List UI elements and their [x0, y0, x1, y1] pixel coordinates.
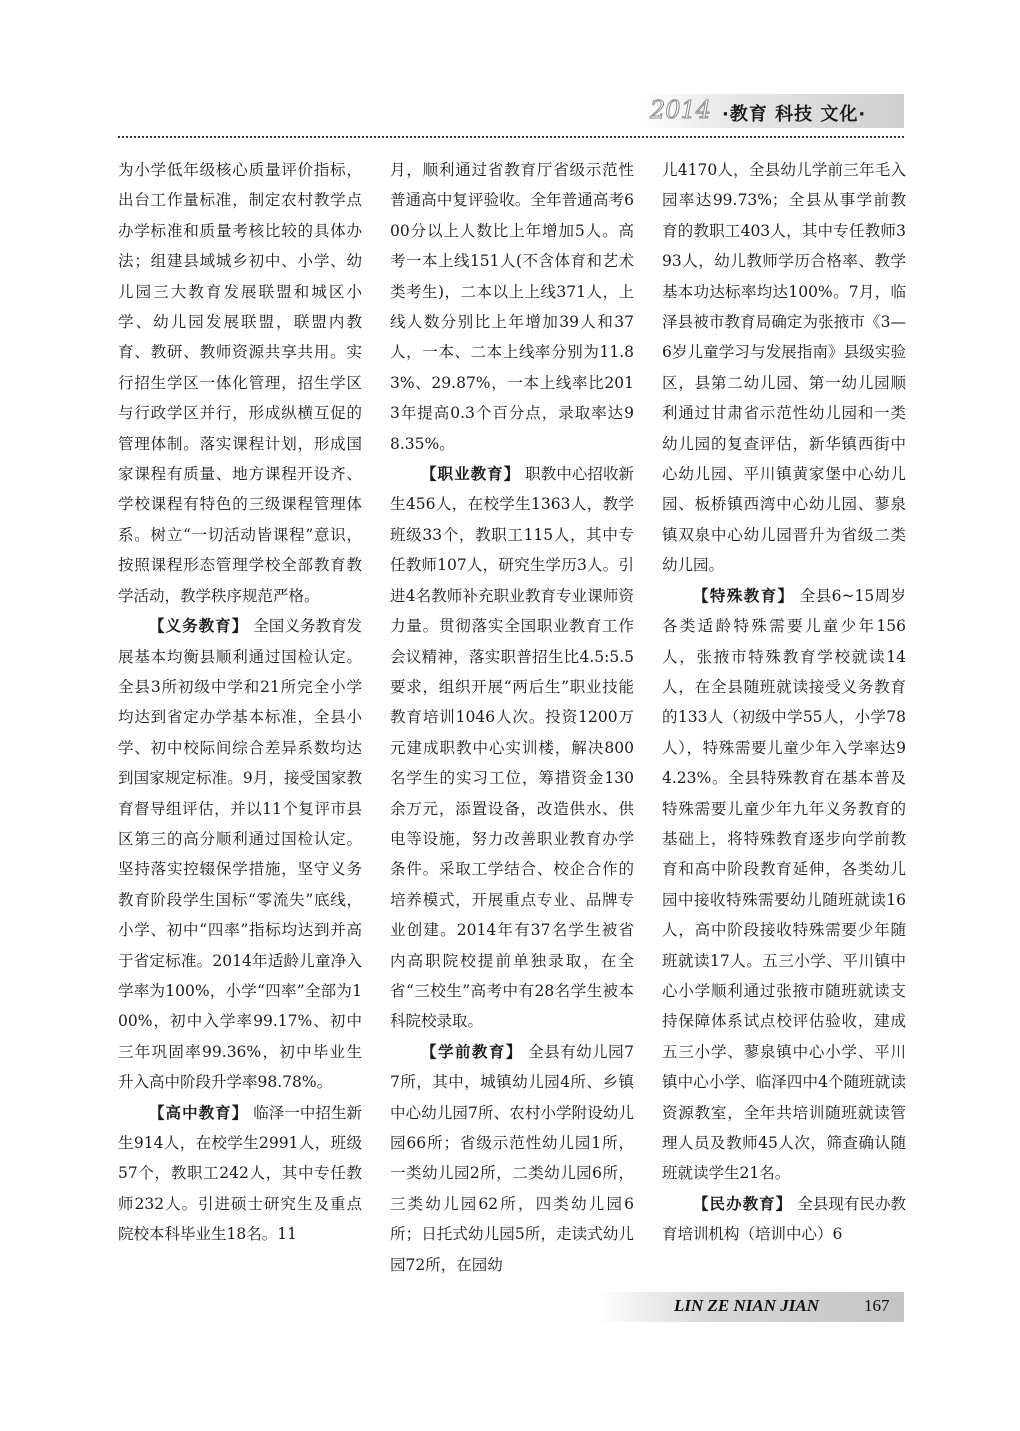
- section-heading: 【学前教育】: [421, 1042, 523, 1061]
- paragraph: [662, 581, 906, 1189]
- header-divider: [118, 136, 904, 138]
- page-number: 167: [864, 1296, 890, 1315]
- paragraph-text: 全县现有民办教育培训机构（培训中心）6: [662, 1194, 906, 1244]
- footer-journal-name: LIN ZE NIAN JIAN: [674, 1296, 819, 1315]
- header-section-title: ·教育 科技 文化·: [722, 104, 867, 125]
- paragraph-text: 全县6~15周岁各类适龄特殊需要儿童少年156人，张掖市特殊教育学校就读14人，在全县随班就读接受义务教育的133人（初级中学55人，小学78人），特殊需要儿童少年入学率达94.23%。全县特殊教育在基本普及特殊需要儿童少年九年义务教育的基础上，将特殊教育逐步向学前教育和高中阶段教育延伸，各类幼儿园中接收特殊需要幼儿随班就读16人，高中阶段接收特殊需要少年随班就读17人。五三小学、平川镇中心小学顺利通过张掖市随班就读支持保障体系试点校评估验收，建成五三小学、蓼泉镇中心小学、平川镇中心小学、临泽四中4个随班就读资源教室，全年共培训随班就读管理人员及教师45人次，筛查确认随班就读学生21名。: [662, 586, 906, 1183]
- section-heading: 【民办教育】: [693, 1194, 793, 1213]
- section-heading: 【职业教育】: [421, 465, 521, 484]
- paragraph-text: 为小学低年级核心质量评价指标，出台工作量标准，制定农村教学点办学标准和质量考核比较的具体办法；组建县域城乡初中、小学、幼儿园三大教育发展联盟和城区小学、幼儿园发展联盟，联盟内教育、教研、教师资源共享共用。实行招生学区一体化管理，招生学区与行政学区并行，形成纵横互促的管理体制。落实课程计划，形成国家课程有质量、地方课程开设齐、学校课程有特色的三级课程管理体系。树立“一切活动皆课程”意识，按照课程形态管理学校全部教育教学活动，教学秩序规范严格。: [118, 161, 362, 605]
- section-heading: 【高中教育】: [149, 1103, 249, 1122]
- text-column-3: [662, 155, 906, 1250]
- paragraph: [118, 1098, 362, 1250]
- paragraph: [118, 155, 362, 611]
- paragraph: [662, 155, 906, 581]
- header-year: 2014: [650, 96, 712, 124]
- paragraph: [390, 1037, 634, 1280]
- text-column-1: [118, 155, 362, 1250]
- section-heading: 【义务教育】: [149, 617, 249, 636]
- paragraph: [662, 1189, 906, 1250]
- text-column-2: [390, 155, 634, 1280]
- paragraph: [390, 155, 634, 459]
- paragraph-text: 职教中心招收新生456人，在校学生1363人，教学班级33个，教职工115人，其中专任教师107人，研究生学历3人。引进4名教师补充职业教育专业课师资力量。贯彻落实全国职业教育工作会议精神，落实职普招生比4.5:5.5要求，组织开展“两后生”职业技能教育培训1046人次。投资1200万元建成职教中心实训楼，解决800名学生的实习工位，筹措资金130余万元，添置设备，改造供水、供电等设施，努力改善职业教育办学条件。采取工学结合、校企合作的培养模式，开展重点专业、品牌专业创建。2014年有37名学生被省内高职院校提前单独录取，在全省“三校生”高考中有28名学生被本科院校录取。: [390, 465, 634, 1031]
- paragraph-text: 儿4170人，全县幼儿学前三年毛入园率达99.73%；全县从事学前教育的教职工403人，其中专任教师393人，幼儿教师学历合格率、教学基本功达标率均达100%。7月，临泽县被市教育局确定为张掖市《3—6岁儿童学习与发展指南》县级实验区，县第二幼儿园、第一幼儿园顺利通过甘肃省示范性幼儿园和一类幼儿园的复查评估，新华镇西街中心幼儿园、平川镇黄家堡中心幼儿园、板桥镇西湾中心幼儿园、蓼泉镇双泉中心幼儿园晋升为省级二类幼儿园。: [662, 161, 906, 575]
- section-heading: 【特殊教育】: [693, 586, 795, 605]
- paragraph: [390, 459, 634, 1037]
- paragraph-text: 临泽一中招生新生914人，在校学生2991人，班级57个，教职工242人，其中专任教师232人。引进硕士研究生及重点院校本科毕业生18名。11: [118, 1103, 362, 1244]
- paragraph: [118, 611, 362, 1098]
- paragraph-text: 月，顺利通过省教育厅省级示范性普通高中复评验收。全年普通高考600分以上人数比上年增加5人。高考一本上线151人(不含体育和艺术类考生)，二本以上上线371人，上线人数分别比上年增加39人和37人，一本、二本上线率分别为11.83%、29.87%，一本上线率比2013年提高0.3个百分点，录取率达98.35%。: [390, 161, 634, 453]
- paragraph-text: 全国义务教育发展基本均衡县顺利通过国检认定。全县3所初级中学和21所完全小学均达到省定办学基本标准，全县小学、初中校际间综合差异系数均达到国家规定标准。9月，接受国家教育督导组评估，并以11个复评市县区第三的高分顺利通过国检认定。坚持落实控辍保学措施，坚守义务教育阶段学生国标“零流失”底线，小学、初中“四率”指标均达到并高于省定标准。2014年适龄儿童净入学率为100%，小学“四率”全部为100%，初中入学率99.17%、初中三年巩固率99.36%，初中毕业生升入高中阶段升学率98.78%。: [118, 617, 362, 1092]
- paragraph-text: 全县有幼儿园77所，其中，城镇幼儿园4所、乡镇中心幼儿园7所、农村小学附设幼儿园66所；省级示范性幼儿园1所，一类幼儿园2所，二类幼儿园6所，三类幼儿园62所，四类幼儿园6所；日托式幼儿园5所，走读式幼儿园72所，在园幼: [390, 1042, 634, 1274]
